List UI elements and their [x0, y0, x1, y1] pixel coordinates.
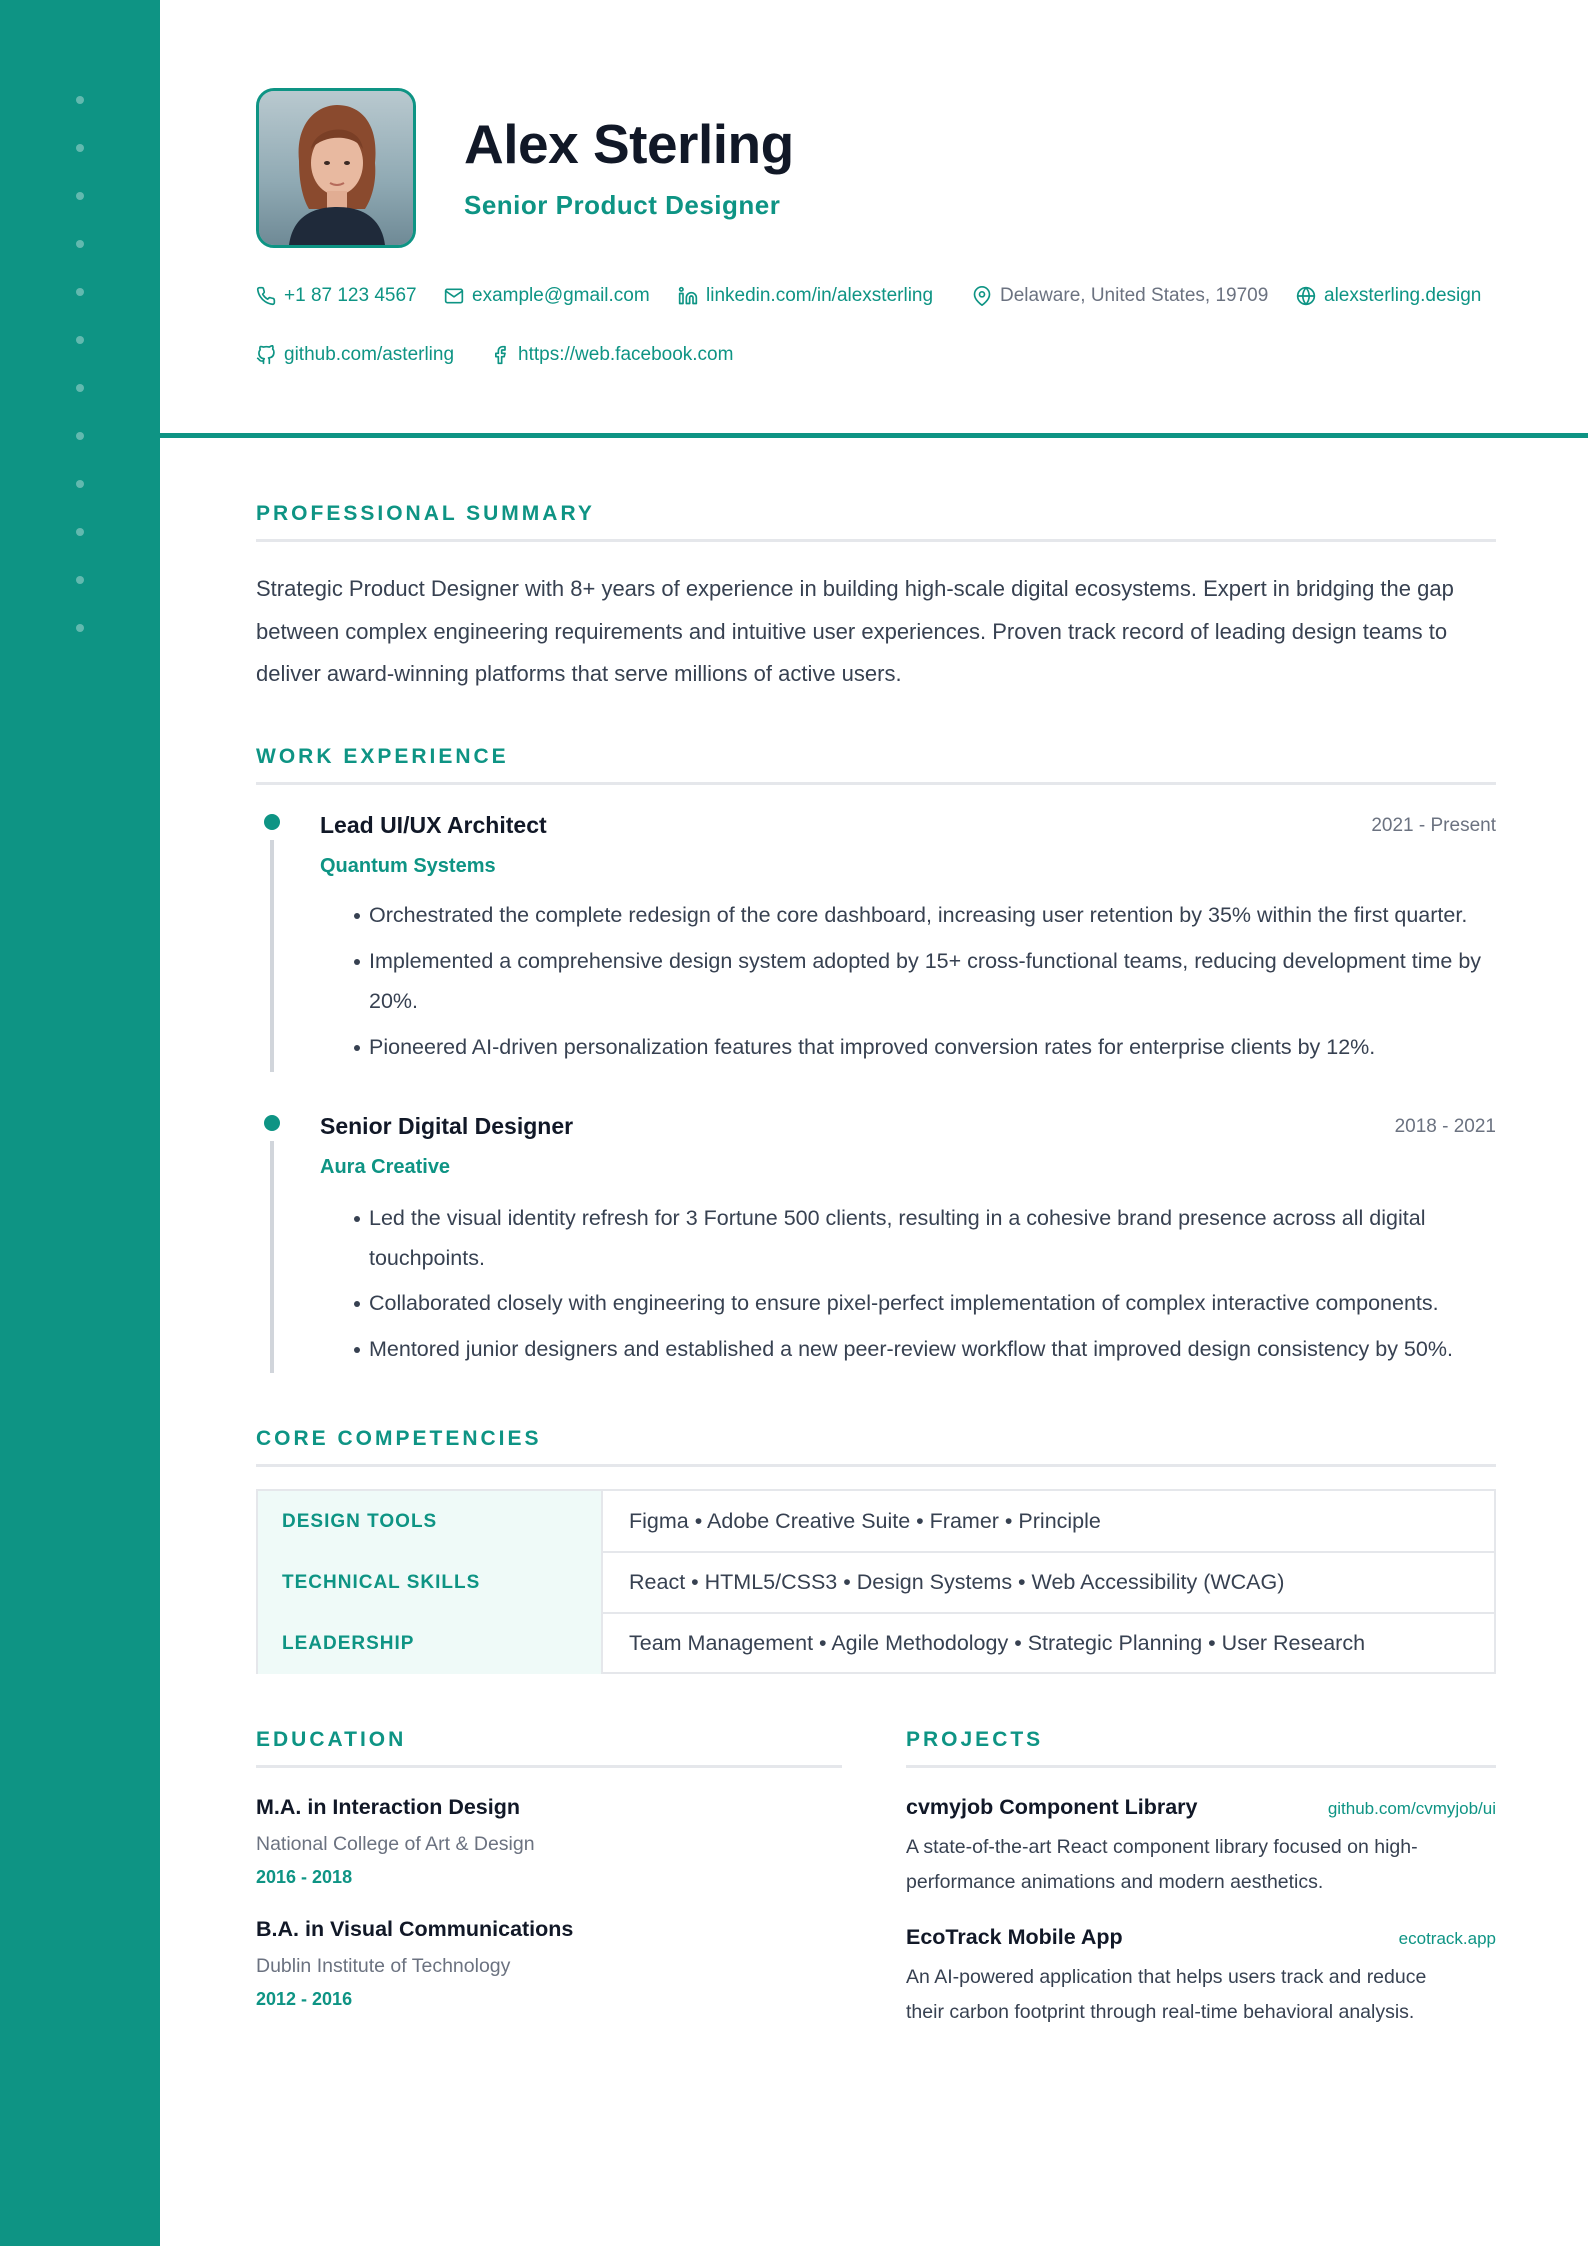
contact-email-text: example@gmail.com: [472, 285, 650, 306]
job-company: Quantum Systems: [320, 855, 496, 877]
competency-label-cell: [258, 1491, 603, 1552]
contact-facebook-text: https://web.facebook.com: [518, 344, 734, 365]
facebook-icon: [490, 345, 510, 365]
decorative-dot: [76, 288, 84, 296]
decorative-dot: [76, 528, 84, 536]
contact-github-text: github.com/asterling: [284, 344, 455, 365]
project-link[interactable]: github.com/cvmyjob/ui: [1327, 1799, 1496, 1818]
section-heading-experience: WORK EXPERIENCE: [256, 745, 509, 768]
resume-page: [160, 0, 1588, 2246]
section-heading-education: EDUCATION: [256, 1728, 407, 1751]
contact-location-text: Delaware, United States, 19709: [1000, 285, 1269, 306]
decorative-dot: [76, 624, 84, 632]
decorative-dot: [76, 384, 84, 392]
competency-value: Figma • Adobe Creative Suite • Framer • Principle: [629, 1509, 1101, 1533]
job-bullet: Led the visual identity refresh for 3 Fortune 500 clients, resulting in a cohesive brand presence across all digital touchpoints.: [352, 1198, 1500, 1278]
candidate-name: Alex Sterling: [464, 113, 794, 175]
education-years: 2016 - 2018: [256, 1867, 353, 1887]
competency-row: [258, 1552, 1494, 1613]
job-dates: 2018 - 2021: [1394, 1116, 1496, 1137]
contact-phone[interactable]: [256, 285, 417, 307]
education-degree: M.A. in Interaction Design: [256, 1795, 520, 1819]
competency-label: TECHNICAL SKILLS: [282, 1572, 481, 1593]
job-bullet: Implemented a comprehensive design system adopted by 15+ cross-functional teams, reducing development time by 20%.: [352, 941, 1500, 1021]
timeline-dot: [264, 814, 280, 830]
summary-text: Strategic Product Designer with 8+ years of experience in building high-scale digital ecosystems. Expert in bridging the gap between complex engineering requirements and intuitive user experiences. Proven track record of leading design teams to deliver award-winning platforms that serve millions of active users.: [256, 576, 1454, 686]
competency-value: React • HTML5/CSS3 • Design Systems • Web Accessibility (WCAG): [629, 1570, 1285, 1594]
decorative-dot: [76, 480, 84, 488]
project-description: A state-of-the-art React component library focused on high-performance animations and modern aesthetics.: [906, 1836, 1418, 1893]
job-dates: 2021 - Present: [1371, 815, 1496, 836]
section-divider: [256, 1765, 842, 1768]
education-school: Dublin Institute of Technology: [256, 1955, 511, 1977]
job-title: Senior Digital Designer: [320, 1113, 574, 1139]
job-bullet: Mentored junior designers and established a new peer-review workflow that improved design consistency by 50%.: [352, 1329, 1500, 1369]
project-name: cvmyjob Component Library: [906, 1795, 1198, 1819]
contact-linkedin-text: linkedin.com/in/alexsterling: [706, 285, 934, 306]
education-degree: B.A. in Visual Communications: [256, 1917, 574, 1941]
decorative-dot: [76, 432, 84, 440]
section-heading-competencies: CORE COMPETENCIES: [256, 1427, 542, 1450]
decorative-dot: [76, 336, 84, 344]
contact-phone-text: +1 87 123 4567: [284, 285, 417, 306]
job-bullet: Orchestrated the complete redesign of the core dashboard, increasing user retention by 35% within the first quarter.: [352, 895, 1500, 935]
timeline-line: [270, 840, 274, 1072]
job-title: Lead UI/UX Architect: [320, 812, 547, 838]
decorative-dot: [76, 240, 84, 248]
timeline-dot: [264, 1115, 280, 1131]
project-link[interactable]: ecotrack.app: [1398, 1929, 1496, 1948]
contact-github[interactable]: [256, 344, 454, 366]
education-years: 2012 - 2016: [256, 1989, 353, 2009]
job-bullet: Collaborated closely with engineering to ensure pixel-perfect implementation of complex interactive components.: [352, 1283, 1500, 1323]
portrait-illustration: [259, 91, 413, 245]
decorative-dot: [76, 576, 84, 584]
project-description: An AI-powered application that helps users track and reduce their carbon footprint through real-time behavioral analysis.: [906, 1966, 1427, 2023]
education-school: National College of Art & Design: [256, 1833, 535, 1855]
competency-row: [258, 1491, 1494, 1552]
competency-label: LEADERSHIP: [282, 1633, 415, 1654]
linkedin-icon: [678, 286, 698, 306]
github-icon: [256, 345, 276, 365]
competency-label-cell: [258, 1613, 603, 1674]
decorative-dot: [76, 192, 84, 200]
candidate-title: Senior Product Designer: [464, 190, 781, 220]
competencies-table: [256, 1489, 1496, 1674]
section-divider: [256, 1464, 1496, 1467]
competency-value: Team Management • Agile Methodology • Strategic Planning • User Research: [629, 1631, 1366, 1655]
contact-facebook[interactable]: [490, 344, 733, 366]
globe-icon: [1296, 286, 1316, 306]
profile-photo: [256, 88, 416, 248]
sidebar-accent: [0, 0, 160, 2246]
contact-linkedin[interactable]: [678, 285, 933, 307]
section-heading-summary: PROFESSIONAL SUMMARY: [256, 502, 595, 525]
project-name: EcoTrack Mobile App: [906, 1925, 1123, 1949]
section-divider: [256, 539, 1496, 542]
contact-website-text: alexsterling.design: [1324, 285, 1482, 306]
decorative-dot: [76, 96, 84, 104]
contact-email[interactable]: [444, 285, 650, 307]
phone-icon: [256, 286, 276, 306]
job-bullet: Pioneered AI-driven personalization features that improved conversion rates for enterprise clients by 12%.: [352, 1027, 1500, 1067]
contact-location: [972, 285, 1268, 307]
section-divider: [256, 782, 1496, 785]
section-heading-projects: PROJECTS: [906, 1728, 1044, 1751]
contact-website[interactable]: [1296, 285, 1481, 307]
competency-row: [258, 1613, 1494, 1674]
map-pin-icon: [972, 286, 992, 306]
competency-label-cell: [258, 1552, 603, 1613]
header-divider: [160, 433, 1588, 438]
job-company: Aura Creative: [320, 1156, 451, 1178]
section-divider: [906, 1765, 1496, 1768]
timeline-line: [270, 1141, 274, 1373]
decorative-dot: [76, 144, 84, 152]
competency-label: DESIGN TOOLS: [282, 1511, 438, 1532]
mail-icon: [444, 286, 464, 306]
